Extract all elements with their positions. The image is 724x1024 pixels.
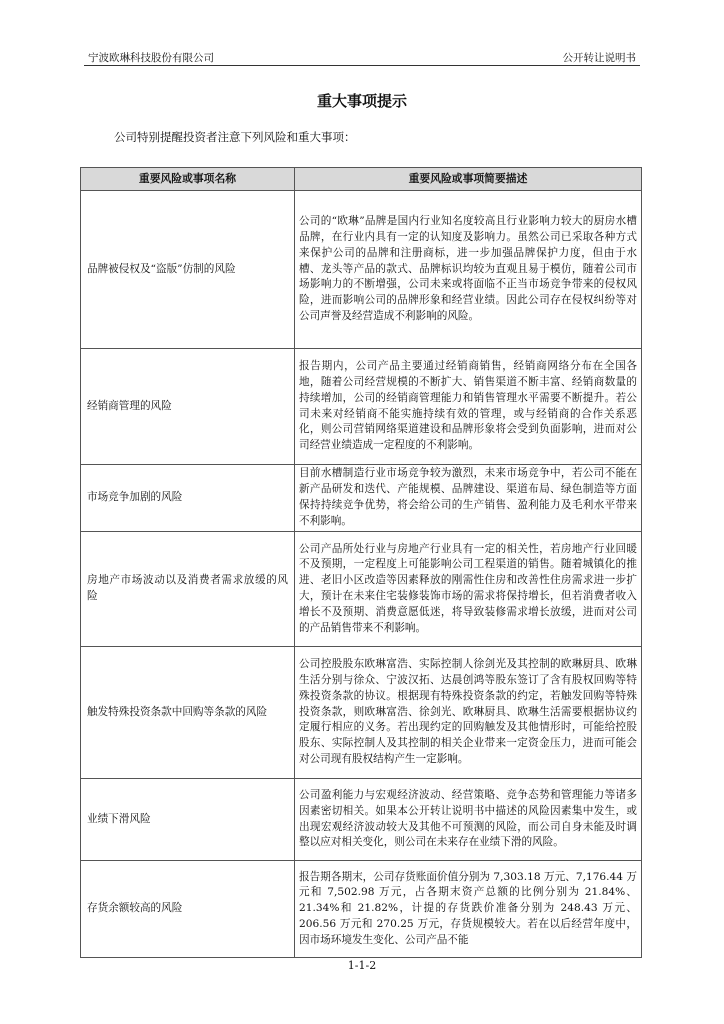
risk-description: 公司产品所处行业与房地产行业具有一定的相关性，若房地产行业回暖不及预期，一定程度上可能影响公司工程渠道的销售。随着城镇化的推进、老旧小区改造等因素释放的刚需性住房和改善性住房需求进一步扩大，预计在未来住宅装修装饰市场的需求将保持增长，但若消费者收入增长不及预期、消费意愿低迷，将导致装修需求增长放缓，进而对公司的产品销售带来不利影响。 xyxy=(295,532,642,647)
table-header-row xyxy=(81,168,642,191)
risk-name: 房地产市场波动以及消费者需求放缓的风险 xyxy=(81,532,295,647)
table-row xyxy=(81,647,642,779)
page-number: 1-1-2 xyxy=(347,959,377,972)
risk-table xyxy=(80,167,642,958)
table-row xyxy=(81,465,642,532)
column-header-name: 重要风险或事项名称 xyxy=(81,168,295,191)
table-row xyxy=(81,191,642,349)
risk-description: 报告期各期末，公司存货账面价值分别为 7,303.18 万元、7,176.44 万元和 7,502.98 万元，占各期末资产总额的比例分别为 21.84%、21.34%和 21.82%，计提的存货跌价准备分别为 248.43 万元、206.56 万元和 270.25 万元，存货规模较大。若在以后经营年度中，因市场环境发生变化、公司产品不能 xyxy=(295,861,642,958)
risk-name: 业绩下滑风险 xyxy=(81,779,295,861)
risk-name: 经销商管理的风险 xyxy=(81,349,295,465)
risk-name: 存货余额较高的风险 xyxy=(81,861,295,958)
intro-text: 公司特别提醒投资者注意下列风险和重大事项： xyxy=(114,130,356,144)
risk-name: 品牌被侵权及“盗版”仿制的风险 xyxy=(81,191,295,349)
page-title: 重大事项提示 xyxy=(316,92,407,110)
table-row xyxy=(81,779,642,861)
risk-description: 公司盈利能力与宏观经济波动、经营策略、竞争态势和管理能力等诸多因素密切相关。如果本公开转让说明书中描述的风险因素集中发生，或出现宏观经济波动较大及其他不可预测的风险，而公司自身未能及时调整以应对相关变化，则公司在未来存在业绩下滑的风险。 xyxy=(295,779,642,861)
risk-name: 触发特殊投资条款中回购等条款的风险 xyxy=(81,647,295,779)
risk-description: 报告期内，公司产品主要通过经销商销售，经销商网络分布在全国各地，随着公司经营规模的不断扩大、销售渠道不断丰富、经销商数量的持续增加，公司的经销商管理能力和销售管理水平需要不断提升。若公司未来对经销商不能实施持续有效的管理，或与经销商的合作关系恶化，则公司营销网络渠道建设和品牌形象将会受到负面影响，进而对公司经营业绩造成一定程度的不利影响。 xyxy=(295,349,642,465)
table-row xyxy=(81,532,642,647)
table-row xyxy=(81,861,642,958)
risk-description: 公司控股股东欧琳富浩、实际控制人徐剑光及其控制的欧琳厨具、欧琳生活分别与徐众、宁波汉拓、达晨创鸿等股东签订了含有股权回购等特殊投资条款的协议。根据现有特殊投资条款的约定，若触发回购等特殊投资条款，则欧琳富浩、徐剑光、欧琳厨具、欧琳生活需要根据协议约定履行相应的义务。若出现约定的回购触发及其他情形时，可能给控股股东、实际控制人及其控制的相关企业带来一定资金压力，进而可能会对公司现有股权结构产生一定影响。 xyxy=(295,647,642,779)
company-name: 宁波欧琳科技股份有限公司 xyxy=(88,52,214,64)
document-type: 公开转让说明书 xyxy=(562,52,636,64)
risk-description: 公司的“欧琳”品牌是国内行业知名度较高且行业影响力较大的厨房水槽品牌，在行业内具有一定的认知度及影响力。虽然公司已采取各种方式来保护公司的品牌和注册商标，进一步加强品牌保护力度，但由于水槽、龙头等产品的款式、品牌标识均较为直观且易于模仿，随着公司市场影响力的不断增强，公司未来或将面临不正当市场竞争带来的侵权风险，进而影响公司的品牌形象和经营业绩。因此公司存在侵权纠纷等对公司声誉及经营造成不利影响的风险。 xyxy=(295,191,642,349)
page-header xyxy=(84,48,640,66)
risk-description: 目前水槽制造行业市场竞争较为激烈，未来市场竞争中，若公司不能在新产品研发和迭代、产能规模、品牌建设、渠道布局、绿色制造等方面保持持续竞争优势，将会给公司的生产销售、盈利能力及毛利水平带来不利影响。 xyxy=(295,465,642,532)
table-row xyxy=(81,349,642,465)
risk-name: 市场竞争加剧的风险 xyxy=(81,465,295,532)
column-header-description: 重要风险或事项简要描述 xyxy=(295,168,642,191)
